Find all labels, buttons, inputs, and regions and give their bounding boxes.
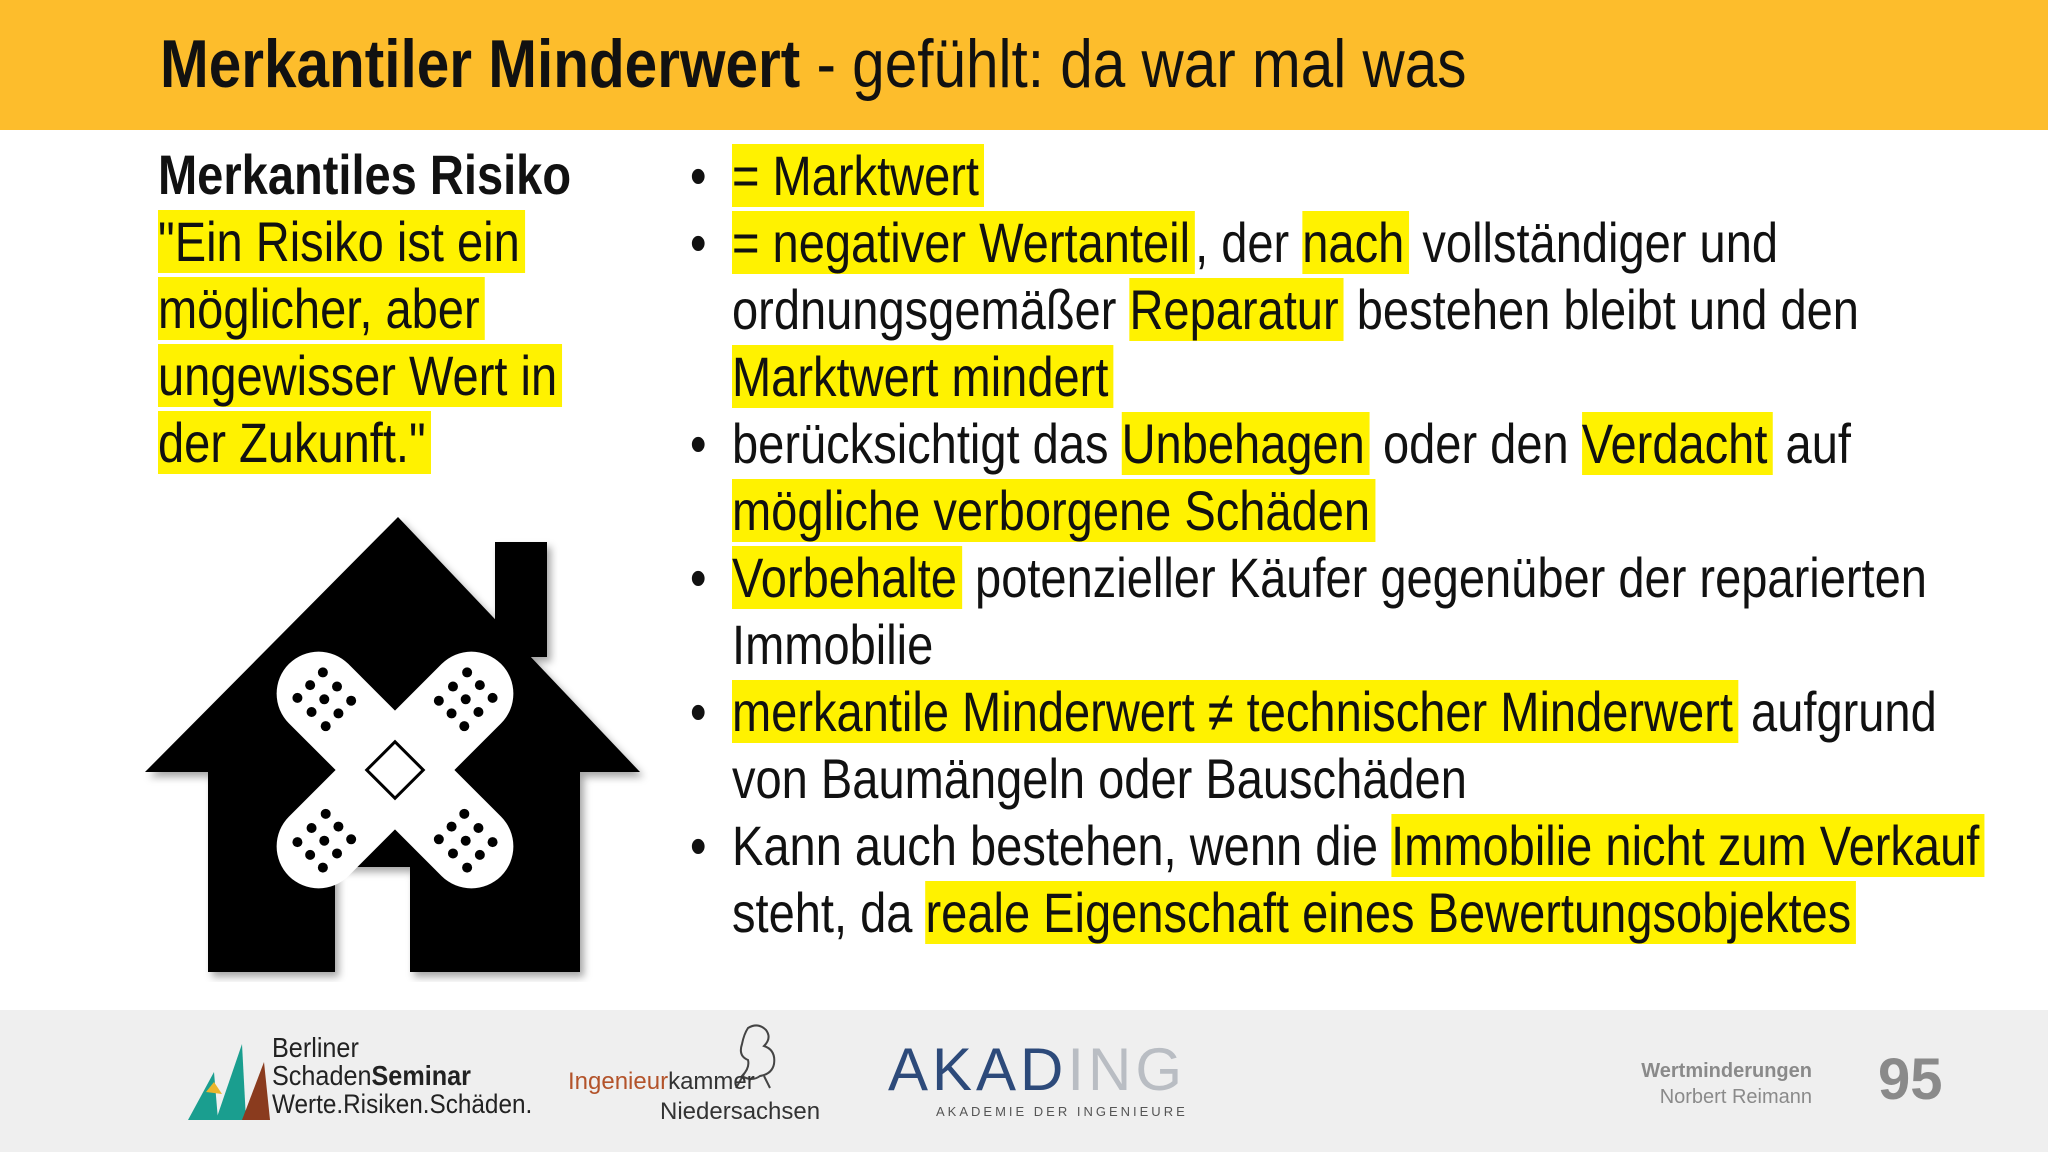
highlighted-text: reale Eigenschaft eines Bewertungsobjektes	[926, 881, 1857, 944]
bullet-text: steht, da	[732, 881, 926, 944]
bullet-text: potenzieller Käufer gegenüber der reparierten Immobilie	[732, 546, 1927, 676]
risk-definition-panel	[158, 142, 628, 476]
page-number: 95	[1878, 1047, 1943, 1112]
bss-line3: Werte.Risiken.Schäden.	[272, 1089, 533, 1119]
bullet-text: bestehen bleibt und den	[1343, 278, 1859, 341]
bss-line2	[272, 1062, 532, 1090]
risk-quote-text: "Ein Risiko ist ein möglicher, aber ungewisser Wert in der Zukunft."	[158, 210, 562, 474]
bullet-item	[690, 142, 2026, 209]
bullet-dot: •	[690, 144, 707, 207]
bullet-item	[690, 678, 2026, 812]
ingenieurkammer-name	[568, 1068, 755, 1096]
title-bar	[0, 0, 2048, 130]
footer-topic-title: Wertminderungen	[1641, 1060, 1812, 1082]
risk-quote	[158, 208, 628, 476]
highlighted-text: merkantile Minderwert ≠ technischer Minderwert	[732, 680, 1738, 743]
highlighted-text: = Marktwert	[732, 144, 984, 207]
ingenieurkammer-region: Niedersachsen	[660, 1098, 821, 1125]
bullet-dot: •	[690, 680, 707, 743]
akad-main: AKAD	[888, 1036, 1068, 1103]
highlighted-text: Vorbehalte	[732, 546, 962, 609]
bullet-text: Kann auch bestehen, wenn die	[732, 814, 1392, 877]
house-with-bandage-icon	[140, 512, 650, 982]
highlighted-text: mögliche verborgene Schäden	[732, 479, 1375, 542]
bss-line2a: Schaden	[272, 1060, 372, 1091]
highlighted-text: Verdacht	[1582, 412, 1773, 475]
bullet-dot: •	[690, 412, 707, 475]
risk-heading: Merkantiles Risiko	[158, 143, 572, 206]
bss-line1: Berliner	[272, 1032, 359, 1063]
ik-prefix: Ingenieur	[568, 1068, 669, 1095]
bullet-dot: •	[690, 211, 707, 274]
highlighted-text: Unbehagen	[1122, 412, 1370, 475]
highlighted-text: Reparatur	[1129, 278, 1343, 341]
bullet-list	[690, 142, 2030, 946]
bullet-text: vollständiger und ordnungsgemäßer	[732, 211, 1779, 341]
ik-rest: kammer	[668, 1068, 755, 1095]
bullet-item	[690, 544, 2026, 678]
akading-subtitle: AKADEMIE DER INGENIEURE	[936, 1104, 1188, 1119]
bss-line2b: Seminar	[371, 1060, 471, 1091]
akading-logo	[888, 1036, 1187, 1103]
akad-ing: ING	[1067, 1036, 1187, 1103]
title-main: Merkantiler Minderwert	[160, 26, 801, 102]
berliner-schadenseminar-logo	[272, 1034, 561, 1118]
bullet-text: berücksichtigt das	[732, 412, 1122, 475]
bullet-text: oder den	[1369, 412, 1582, 475]
footer-topic	[1641, 1058, 1812, 1110]
highlighted-text: Immobilie nicht zum Verkauf	[1391, 814, 1984, 877]
highlighted-text: = negativer Wertanteil	[732, 211, 1195, 274]
bullet-dot: •	[690, 814, 707, 877]
bullet-text: , der	[1195, 211, 1303, 274]
bullet-text: aufgrund von Baumängeln oder Bauschäden	[732, 680, 1937, 810]
highlighted-text: Marktwert mindert	[732, 345, 1113, 408]
page-title	[160, 22, 1467, 106]
bullet-item	[690, 410, 2026, 544]
title-subtitle: - gefühlt: da war mal was	[800, 26, 1467, 102]
bullet-item	[690, 209, 2026, 410]
highlighted-text: nach	[1302, 211, 1409, 274]
bullet-dot: •	[690, 546, 707, 609]
footer-author: Norbert Reimann	[1659, 1086, 1812, 1108]
bullet-item	[690, 812, 2026, 946]
bullet-text: auf	[1772, 412, 1851, 475]
